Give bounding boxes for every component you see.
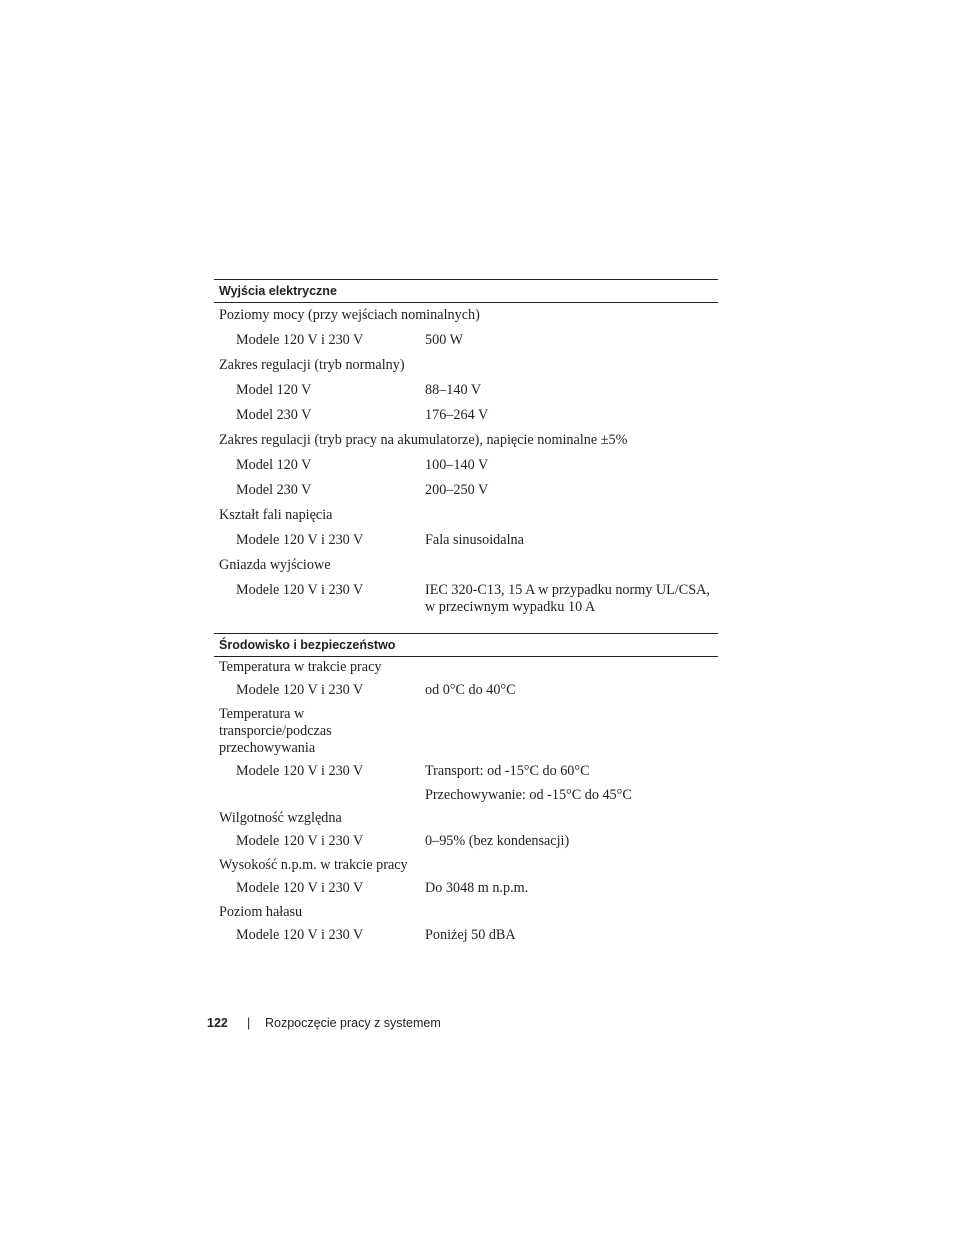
spec-label: Model 230 V — [236, 482, 312, 498]
spec-value: Poniżej 50 dBA — [425, 927, 516, 943]
spec-label: Poziom hałasu — [219, 904, 303, 920]
spec-label: Gniazda wyjściowe — [219, 557, 331, 573]
spec-label: Modele 120 V i 230 V — [236, 833, 364, 849]
spec-value: 100–140 V — [425, 457, 489, 473]
spec-value-line: IEC 320-C13, 15 A w przypadku normy UL/CSA, — [425, 582, 710, 598]
spec-label: Modele 120 V i 230 V — [236, 763, 364, 779]
spec-value: 500 W — [425, 332, 463, 348]
spec-label: Modele 120 V i 230 V — [236, 532, 364, 548]
spec-value: 200–250 V — [425, 482, 489, 498]
spec-label: Modele 120 V i 230 V — [236, 582, 364, 598]
section-heading: Środowisko i bezpieczeństwo — [214, 633, 718, 657]
spec-label: Kształt fali napięcia — [219, 507, 333, 523]
spec-value: Do 3048 m n.p.m. — [425, 880, 529, 896]
spec-label-line: przechowywania — [219, 740, 316, 756]
spec-label: Modele 120 V i 230 V — [236, 682, 364, 698]
spec-label: Modele 120 V i 230 V — [236, 332, 364, 348]
section-electrical-outputs — [214, 279, 718, 615]
spec-label: Temperatura w trakcie pracy — [219, 659, 382, 675]
spec-label: Poziomy mocy (przy wejściach nominalnych) — [219, 307, 480, 323]
spec-label-line: Temperatura w — [219, 706, 305, 722]
spec-value: Przechowywanie: od -15°C do 45°C — [425, 787, 632, 803]
spec-label: Model 230 V — [236, 407, 312, 423]
page-number: 122 — [207, 1016, 228, 1030]
spec-value: 176–264 V — [425, 407, 489, 423]
spec-value: od 0°C do 40°C — [425, 682, 516, 698]
spec-value: 88–140 V — [425, 382, 482, 398]
section-heading: Wyjścia elektryczne — [214, 279, 718, 303]
spec-label: Zakres regulacji (tryb pracy na akumulatorze), napięcie nominalne ±5% — [219, 432, 628, 448]
spec-label: Zakres regulacji (tryb normalny) — [219, 357, 405, 373]
footer-title: Rozpoczęcie pracy z systemem — [265, 1016, 441, 1030]
spec-value: Transport: od -15°C do 60°C — [425, 763, 590, 779]
spec-label-line: transporcie/podczas — [219, 723, 332, 739]
spec-label: Wilgotność względna — [219, 810, 342, 826]
spec-label: Wysokość n.p.m. w trakcie pracy — [219, 857, 408, 873]
spec-label: Model 120 V — [236, 382, 312, 398]
spec-value-line: w przeciwnym wypadku 10 A — [425, 599, 596, 615]
footer-separator: | — [247, 1016, 251, 1030]
spec-value: Fala sinusoidalna — [425, 532, 524, 548]
spec-label: Modele 120 V i 230 V — [236, 927, 364, 943]
section-environment-safety — [214, 633, 718, 943]
spec-value: 0–95% (bez kondensacji) — [425, 833, 570, 849]
spec-label: Model 120 V — [236, 457, 312, 473]
spec-label: Modele 120 V i 230 V — [236, 880, 364, 896]
page-footer — [0, 1016, 954, 1034]
